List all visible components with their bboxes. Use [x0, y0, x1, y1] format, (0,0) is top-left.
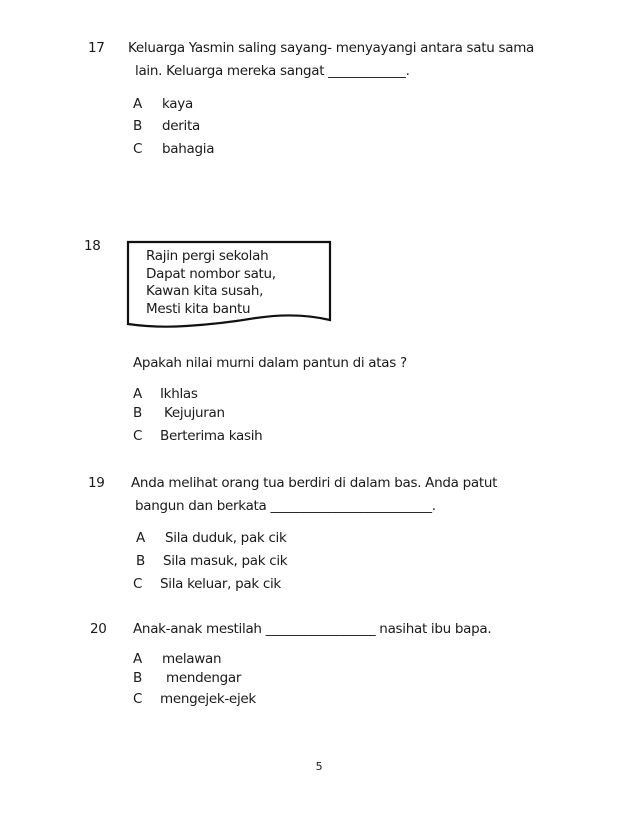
question-18-stem: Apakah nilai murni dalam pantun di atas ?: [133, 355, 407, 371]
question-17-stem-line2: lain. Keluarga mereka sangat ____________.: [135, 63, 410, 79]
question-20-number: 20: [90, 621, 107, 637]
question-18-option-c-letter: C: [133, 428, 143, 444]
pantun-text: [146, 248, 326, 316]
question-18-option-a-letter: A: [133, 386, 142, 402]
question-20-option-a-text: melawan: [162, 651, 222, 667]
question-18-option-a-text: Ikhlas: [160, 386, 198, 402]
question-18-option-b-letter: B: [133, 405, 142, 421]
question-20-option-c-text: mengejek-ejek: [160, 691, 256, 707]
question-20-option-b-letter: B: [133, 670, 142, 686]
question-19-option-c-text: Sila keluar, pak cik: [160, 576, 281, 592]
pantun-line: Kawan kita susah,: [146, 283, 264, 299]
question-18-number: 18: [84, 238, 101, 254]
question-20-option-b-text: mendengar: [166, 670, 242, 686]
question-19-stem-line2: bangun dan berkata _________________________.: [135, 498, 436, 514]
question-19-option-a-letter: A: [136, 530, 145, 546]
question-19-number: 19: [88, 475, 105, 491]
question-17-option-a-letter: A: [133, 96, 142, 112]
question-18-option-b-text: Kejujuran: [164, 405, 225, 421]
question-17-number: 17: [88, 40, 105, 56]
question-20-option-a-letter: A: [133, 651, 142, 667]
question-19-stem-line1: Anda melihat orang tua berdiri di dalam bas. Anda patut: [131, 475, 498, 491]
question-19-option-b-letter: B: [136, 553, 145, 569]
question-20-stem: Anak-anak mestilah _________________ nasihat ibu bapa.: [133, 621, 492, 637]
question-17-option-b-letter: B: [133, 118, 142, 134]
pantun-line: Rajin pergi sekolah: [146, 248, 269, 264]
question-17-option-b-text: derita: [162, 118, 200, 134]
page-number: 5: [315, 760, 323, 773]
question-19-option-b-text: Sila masuk, pak cik: [163, 553, 288, 569]
question-17-option-c-letter: C: [133, 141, 143, 157]
question-17-stem-line1: Keluarga Yasmin saling sayang- menyayangi antara satu sama: [128, 40, 535, 56]
question-17-option-c-text: bahagia: [162, 141, 215, 157]
question-18-option-c-text: Berterima kasih: [160, 428, 263, 444]
pantun-line: Dapat nombor satu,: [146, 265, 276, 282]
pantun-line: Mesti kita bantu: [146, 300, 251, 316]
question-17-option-a-text: kaya: [162, 96, 193, 112]
question-20-option-c-letter: C: [133, 691, 143, 707]
question-19-option-a-text: Sila duduk, pak cik: [165, 530, 287, 546]
question-19-option-c-letter: C: [133, 576, 143, 592]
